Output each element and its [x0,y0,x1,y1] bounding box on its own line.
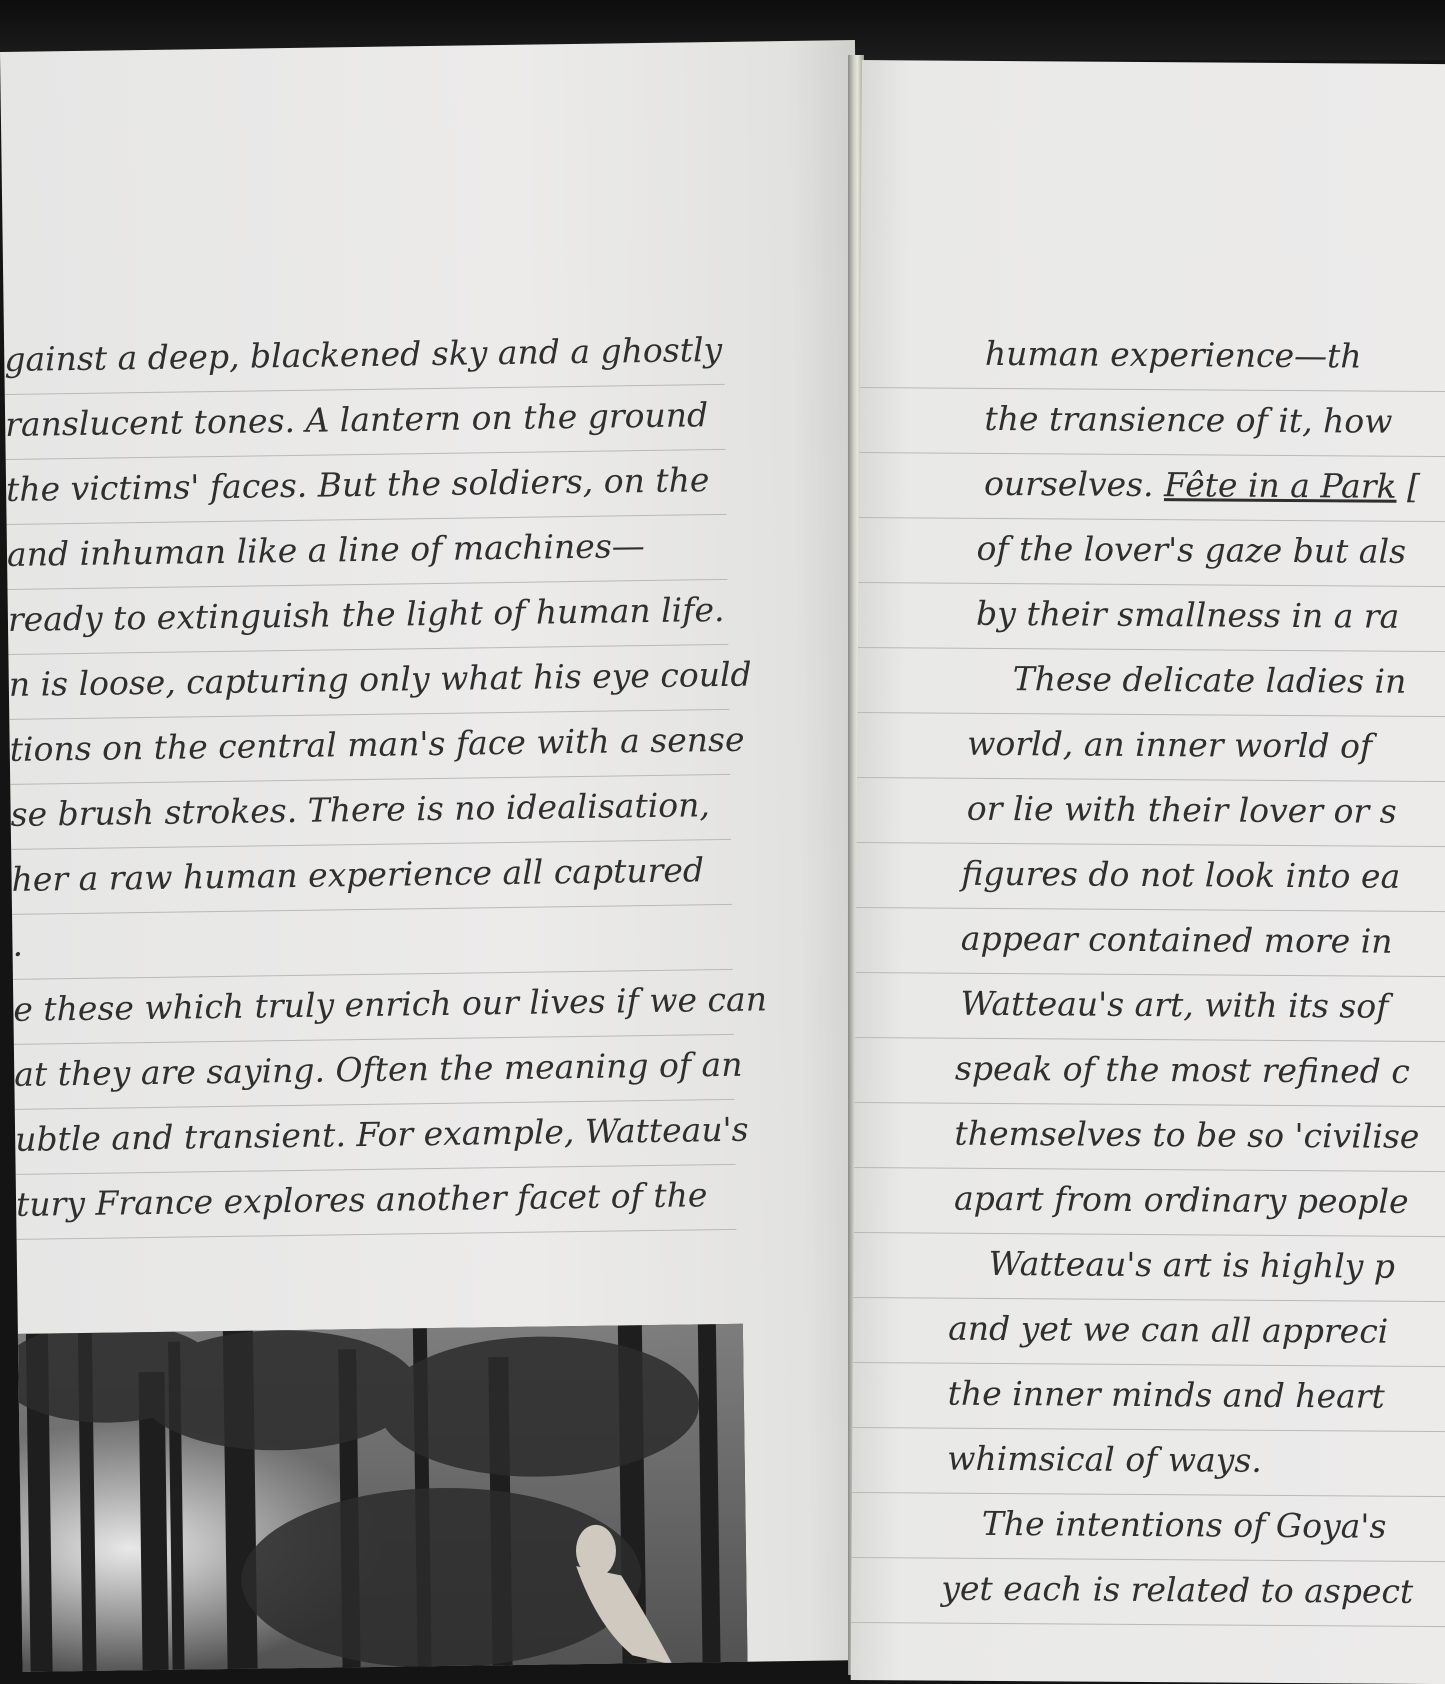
text-line: human experience—th [860,325,1445,393]
right-book-page [851,60,1445,1684]
text-line: appear contained more in [856,910,1445,978]
text-line: . [12,907,733,980]
text-line: apart from ordinary people [854,1170,1445,1238]
text-line: yet each is related to aspect [851,1560,1445,1628]
text-line [859,455,1445,523]
engraving-illustration [18,1324,748,1672]
text-line: and yet we can all appreci [853,1300,1445,1368]
text-line: tury France explores another facet of the [16,1167,737,1240]
left-book-page [0,40,878,1672]
text-line: se brush strokes. There is no idealisation, [10,777,731,850]
text-line: n is loose, capturing only what his eye could [8,647,729,720]
text-line: at they are saying. Often the meaning of an [14,1037,735,1110]
text-line: the victims' faces. But the soldiers, on the [6,452,727,525]
text-line: world, an inner world of [857,715,1445,783]
text-line: Watteau's art is highly p [853,1235,1445,1303]
text-line: the inner minds and heart [852,1365,1445,1433]
text-line: whimsical of ways. [852,1430,1445,1498]
text-line: tions on the central man's face with a sense [9,712,730,785]
text-line: by their smallness in a ra [858,585,1445,653]
text-line: ranslucent tones. A lantern on the ground [5,387,726,460]
text-line: her a raw human experience all captured [11,842,732,915]
text-fragment: ourselves. [983,463,1165,505]
text-line: e these which truly enrich our lives if we can [13,972,734,1045]
forest-engraving-image [18,1324,748,1672]
text-line: of the lover's gaze but als [858,520,1445,588]
text-line: figures do not look into ea [856,845,1445,913]
text-line: or lie with their lover or s [857,780,1445,848]
text-line: ready to extinguish the light of human life. [8,582,729,655]
text-line: These delicate ladies in [857,650,1445,718]
text-line: themselves to be so 'civilise [854,1105,1445,1173]
artwork-title: Fête in a Park [1163,465,1397,506]
text-line: The intentions of Goya's [852,1495,1445,1563]
text-line: Watteau's art, with its sof [855,975,1445,1043]
right-text-block [862,60,1445,1611]
text-line: gainst a deep, blackened sky and a ghostly [4,322,725,395]
text-line: the transience of it, how [859,390,1445,458]
text-line: speak of the most refined c [855,1040,1445,1108]
text-line: ubtle and transient. For example, Watteau's [15,1102,736,1175]
text-line: and inhuman like a line of machines— [7,517,728,590]
text-fragment: [ [1396,466,1421,506]
